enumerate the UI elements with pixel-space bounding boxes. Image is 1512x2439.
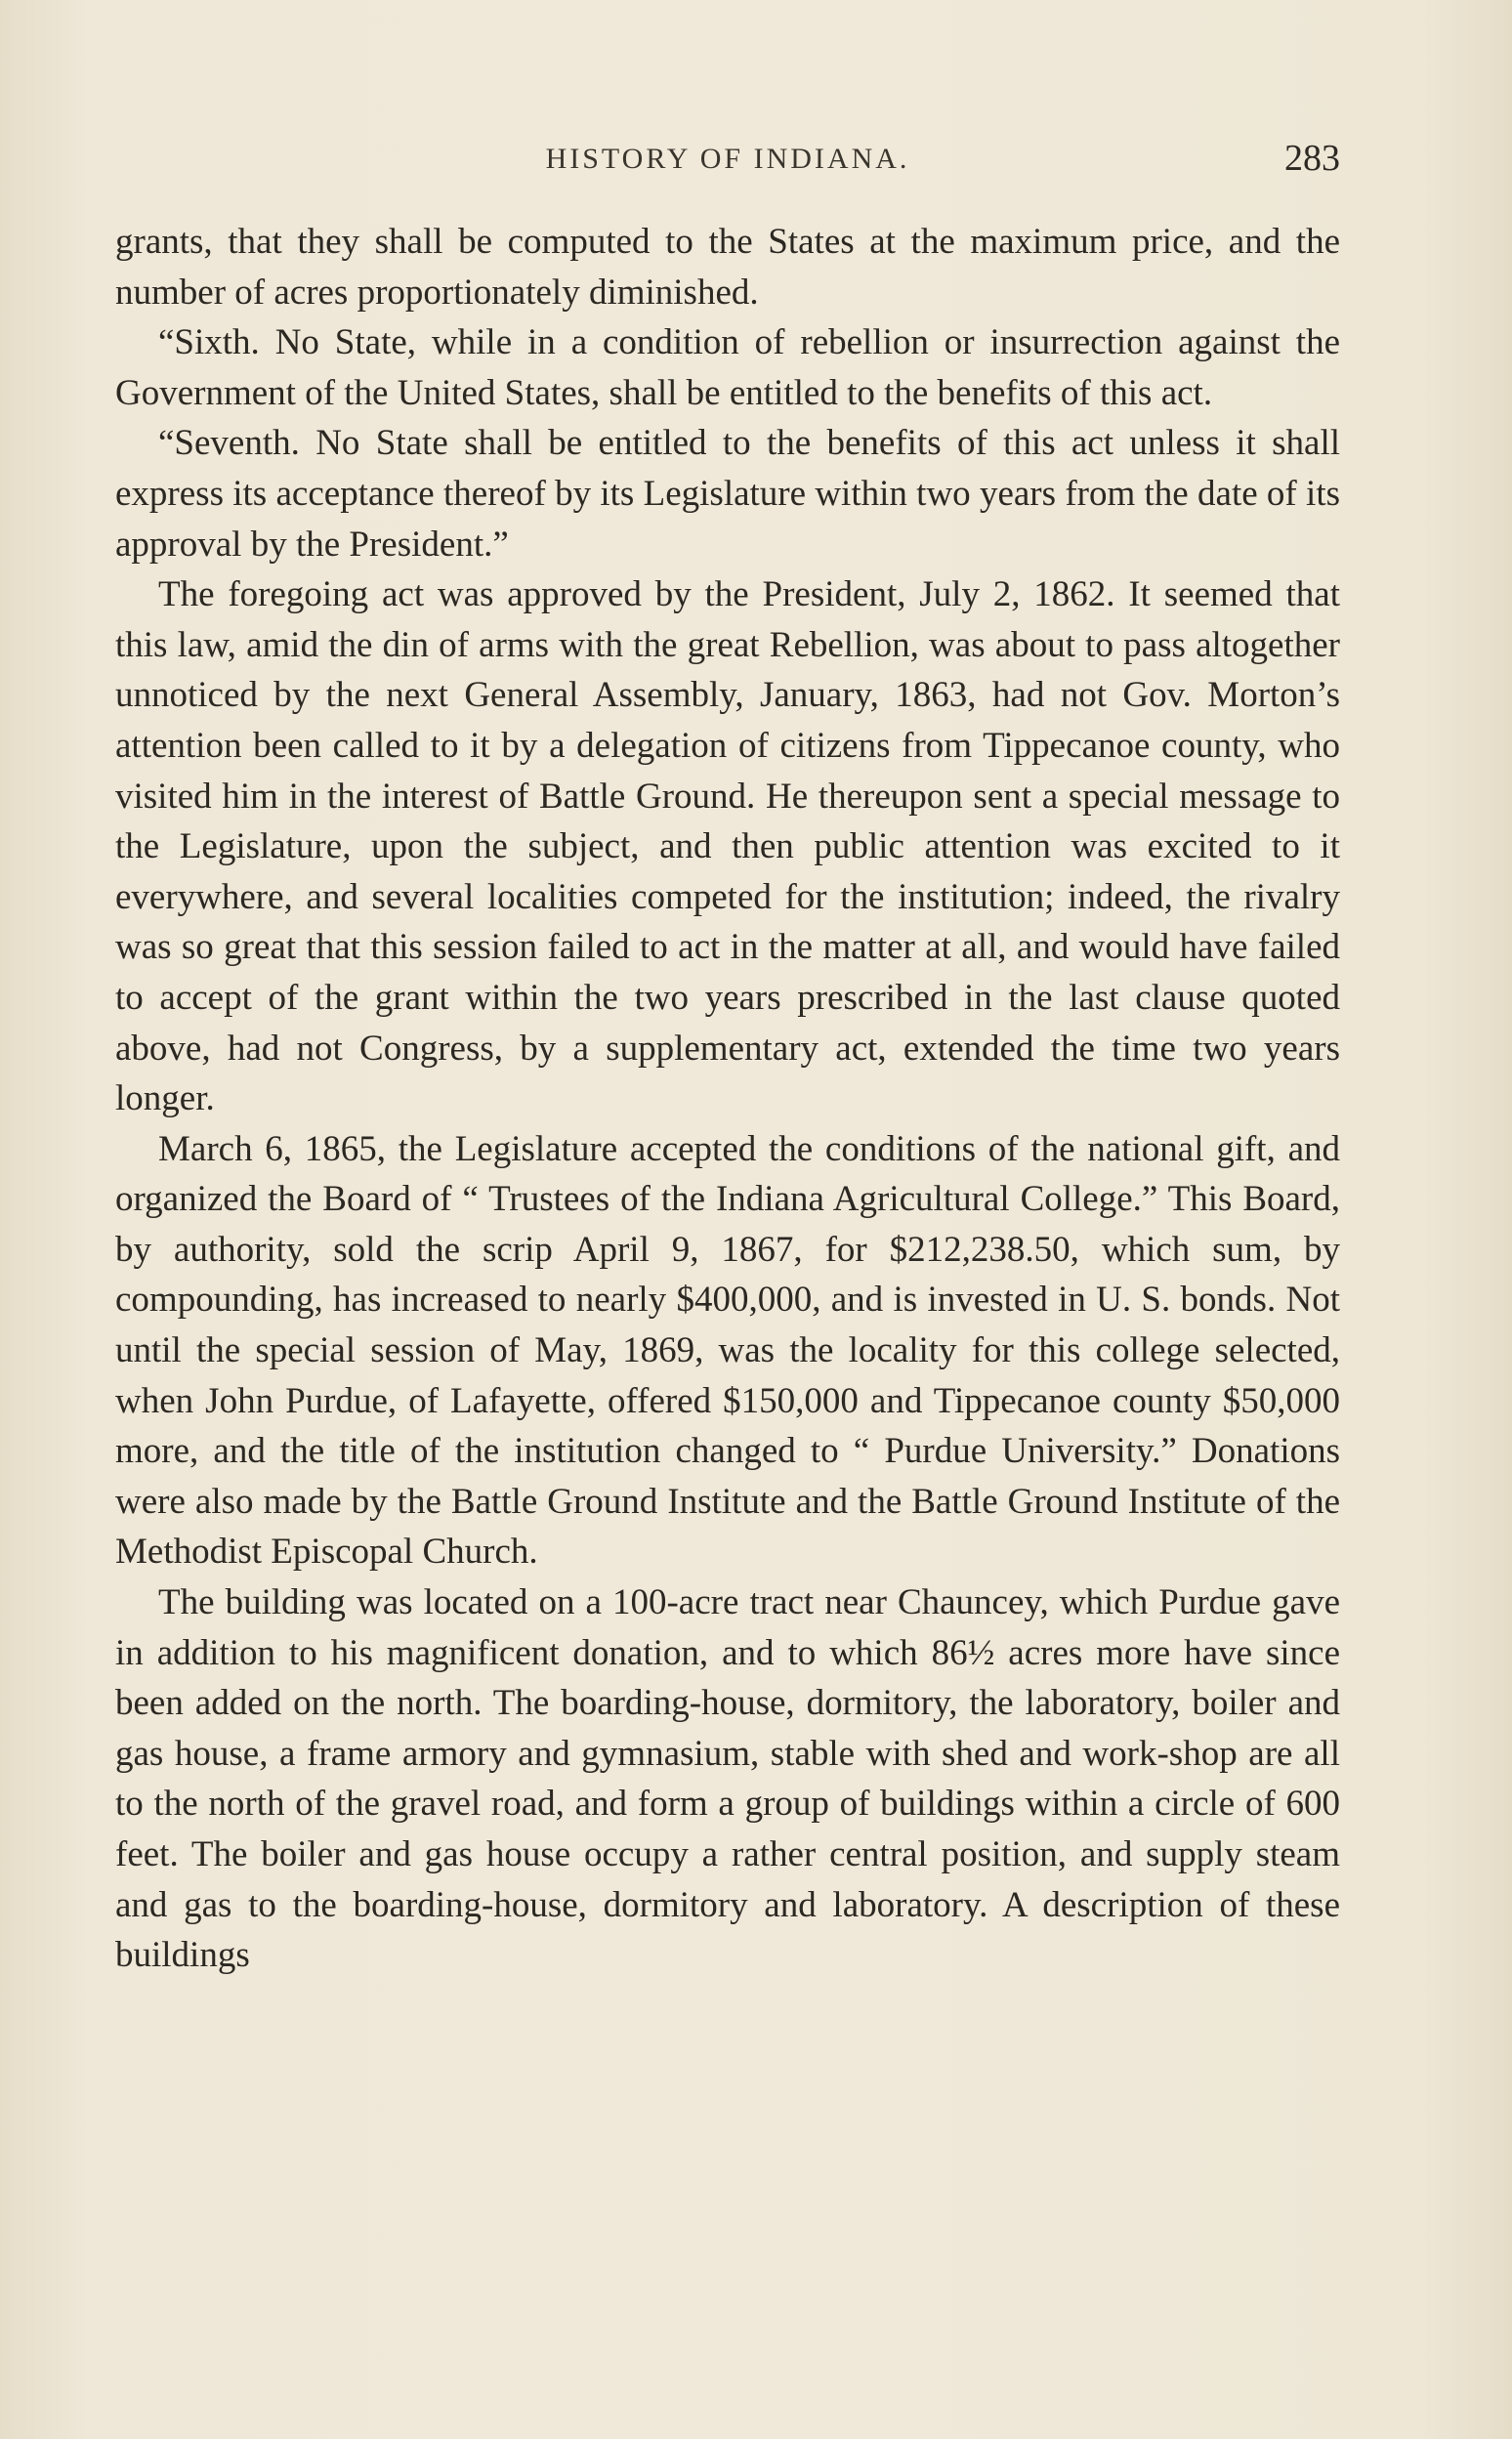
paragraph-sixth: “Sixth. No State, while in a condition of rebellion or insurrection against the Government of the United States, shall be entitled to the benefits of this act. bbox=[115, 322, 1340, 413]
paragraph-building: The building was located on a 100-acre tract near Chauncey, which Purdue gave in addition to his magnificent donation, and to which 86½ acres more have since been added on the north. The boarding-house, dormitory, the laboratory, boiler and gas house, a frame armory and gymnasium, stable with shed and work-shop are all to the north of the gravel road, and form a group of buildings within a circle of 600 feet. The boiler and gas house occupy a rather central position, and supply steam and gas to the boarding-house, dormitory and laboratory. A description of these buildings bbox=[115, 1582, 1340, 1976]
paragraph-foregoing-act: The foregoing act was approved by the President, July 2, 1862. It seemed that this law, amid the din of arms with the great Rebellion, was about to pass altogether unnoticed by the next General Assembly, January, 1863, had not Gov. Morton’s attention been called to it by a delegation of citizens from Tippecanoe county, who visited him in the interest of Battle Ground. He thereupon sent a special message to the Legislature, upon the subject, and then public attention was excited to it everywhere, and several localities competed for the institution; indeed, the rivalry was so great that this session failed to act in the matter at all, and would have failed to accept of the grant within the two years prescribed in the last clause quoted above, had not Congress, by a supplementary act, extended the time two years longer. bbox=[115, 574, 1340, 1119]
paragraph-continuation: grants, that they shall be computed to the States at the maximum price, and the number of acres proportionately diminished. bbox=[115, 222, 1340, 313]
page-number: 283 bbox=[1284, 138, 1340, 179]
body-text bbox=[115, 217, 1340, 1981]
running-head bbox=[115, 137, 1340, 186]
paragraph-seventh: “Seventh. No State shall be entitled to the benefits of this act unless it shall express its acceptance thereof by its Legislature within two years from the date of its approval by the President.” bbox=[115, 423, 1340, 565]
paragraph-march-1865: March 6, 1865, the Legislature accepted the conditions of the national gift, and organized the Board of “ Trustees of the Indiana Agricultural College.” This Board, by authority, sold the scrip April 9, 1867, for $212,238.50, which sum, by compounding, has increased to nearly $400,000, and is invested in U. S. bonds. Not until the special session of May, 1869, was the locality for this college selected, when John Purdue, of Lafayette, offered $150,000 and Tippecanoe county $50,000 more, and the title of the institution changed to “ Purdue University.” Donations were also made by the Battle Ground Institute and the Battle Ground Institute of the Methodist Episcopal Church. bbox=[115, 1128, 1340, 1573]
running-title: HISTORY OF INDIANA. bbox=[545, 143, 910, 175]
